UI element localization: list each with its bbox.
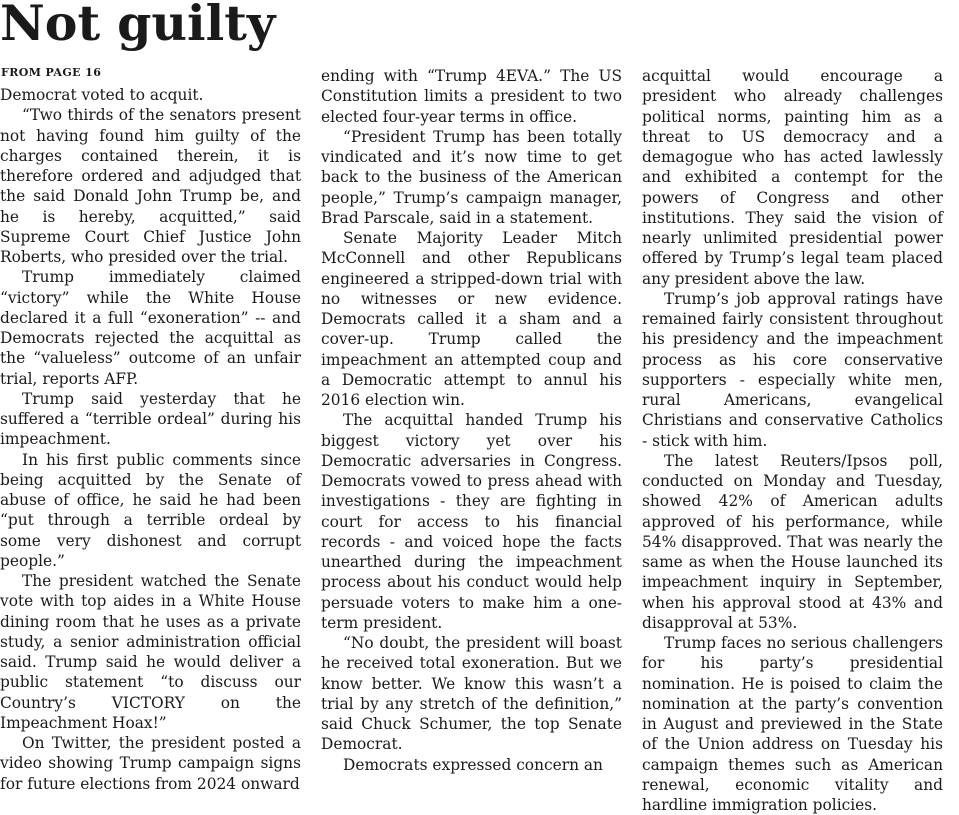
paragraph: The latest Reuters/Ipsos poll, conducted on Monday and Tuesday, showed 42% of American adults approved of his performance, while 54% disapproved. That was nearly the same as when the House launched its impeachment inquiry in September, when his approval stood at 43% and disapproval at 53%. — [642, 451, 943, 632]
paragraph: Democrat voted to acquit. — [0, 86, 204, 104]
paragraph: Trump immediately claimed “victory” while the White House declared it a full “exoneration” -- and Democrats rejected the acquittal as the “valueless” outcome of an unfair trial, reports AFP. — [0, 268, 301, 388]
paragraph: “Two thirds of the senators present not having found him guilty of the charges contained therein, it is therefore ordered and adjudged that the said Donald John Trump be, and he is hereby, acquitted,” said Supreme Court Chief Justice John Roberts, who presided over the trial. — [0, 106, 301, 266]
paragraph: Democrats expressed concern an — [343, 755, 603, 774]
paragraph: On Twitter, the president posted a video showing Trump campaign signs for future elections from 2024 onward — [0, 734, 301, 793]
headline: Not guilty — [0, 0, 276, 52]
paragraph: Trump faces no serious challengers for his party’s presidential nomination. He is poised to claim the nomination at the party’s convention in August and previewed in the State of the Union address on Tuesday his campaign themes such as American renewal, economic vitality and hardline immigration policies. — [642, 634, 943, 814]
paragraph: In his first public comments since being acquitted by the Senate of abuse of office, he said he had been “put through a terrible ordeal by some very dishonest and corrupt people.” — [0, 450, 301, 570]
paragraph: The acquittal handed Trump his biggest victory yet over his Democratic adversaries in Congress. Democrats vowed to press ahead with investigations - they are fighting in court for access to his financial records - and voiced hope the facts unearthed during the impeachment process about his conduct would help persuade voters to make him a one-term president. — [321, 411, 622, 632]
paragraph: Trump said yesterday that he suffered a “terrible ordeal” during his impeachment. — [0, 389, 301, 449]
paragraph: “President Trump has been totally vindicated and it’s now time to get back to the business of the American people,” Trump’s campaign manager, Brad Parscale, said in a statement. — [321, 127, 622, 227]
jump-line: FROM PAGE 16 — [1, 66, 102, 79]
paragraph: Senate Majority Leader Mitch McConnell and other Republicans engineered a stripped-down trial with no witnesses or new evidence. Democrats called it a sham and a cover-up. Trump called the impeachment an attempted coup and a Democratic attempt to annul his 2016 election win. — [321, 229, 622, 409]
article-column-1 — [0, 85, 301, 794]
paragraph: “No doubt, the president will boast he received total exoneration. But we know better. We know this wasn’t a trial by any stretch of the definition,” said Chuck Schumer, the top Senate Democrat. — [321, 634, 622, 754]
paragraph: ending with “Trump 4EVA.” The US Constitution limits a president to two elected four-year terms in office. — [321, 67, 622, 126]
article-column-3 — [642, 66, 943, 815]
paragraph: The president watched the Senate vote with top aides in a White House dining room that he uses as a private study, a senior administration official said. Trump said he would deliver a public statement “to discuss our Country’s VICTORY on the Impeachment Hoax!” — [0, 572, 301, 732]
paragraph: acquittal would encourage a president who already challenges political norms, painting him as a threat to US democracy and a demagogue who has acted lawlessly and exhibited a contempt for the powers of Congress and other institutions. They said the vision of nearly unlimited presidential power offered by Trump’s legal team placed any president above the law. — [642, 67, 943, 288]
article-column-2 — [321, 66, 622, 775]
paragraph: Trump’s job approval ratings have remained fairly consistent throughout his presidency and the impeachment process as his core conservative supporters - especially white men, rural Americans, evangelical Christians and conservative Catholics - stick with him. — [642, 289, 943, 450]
